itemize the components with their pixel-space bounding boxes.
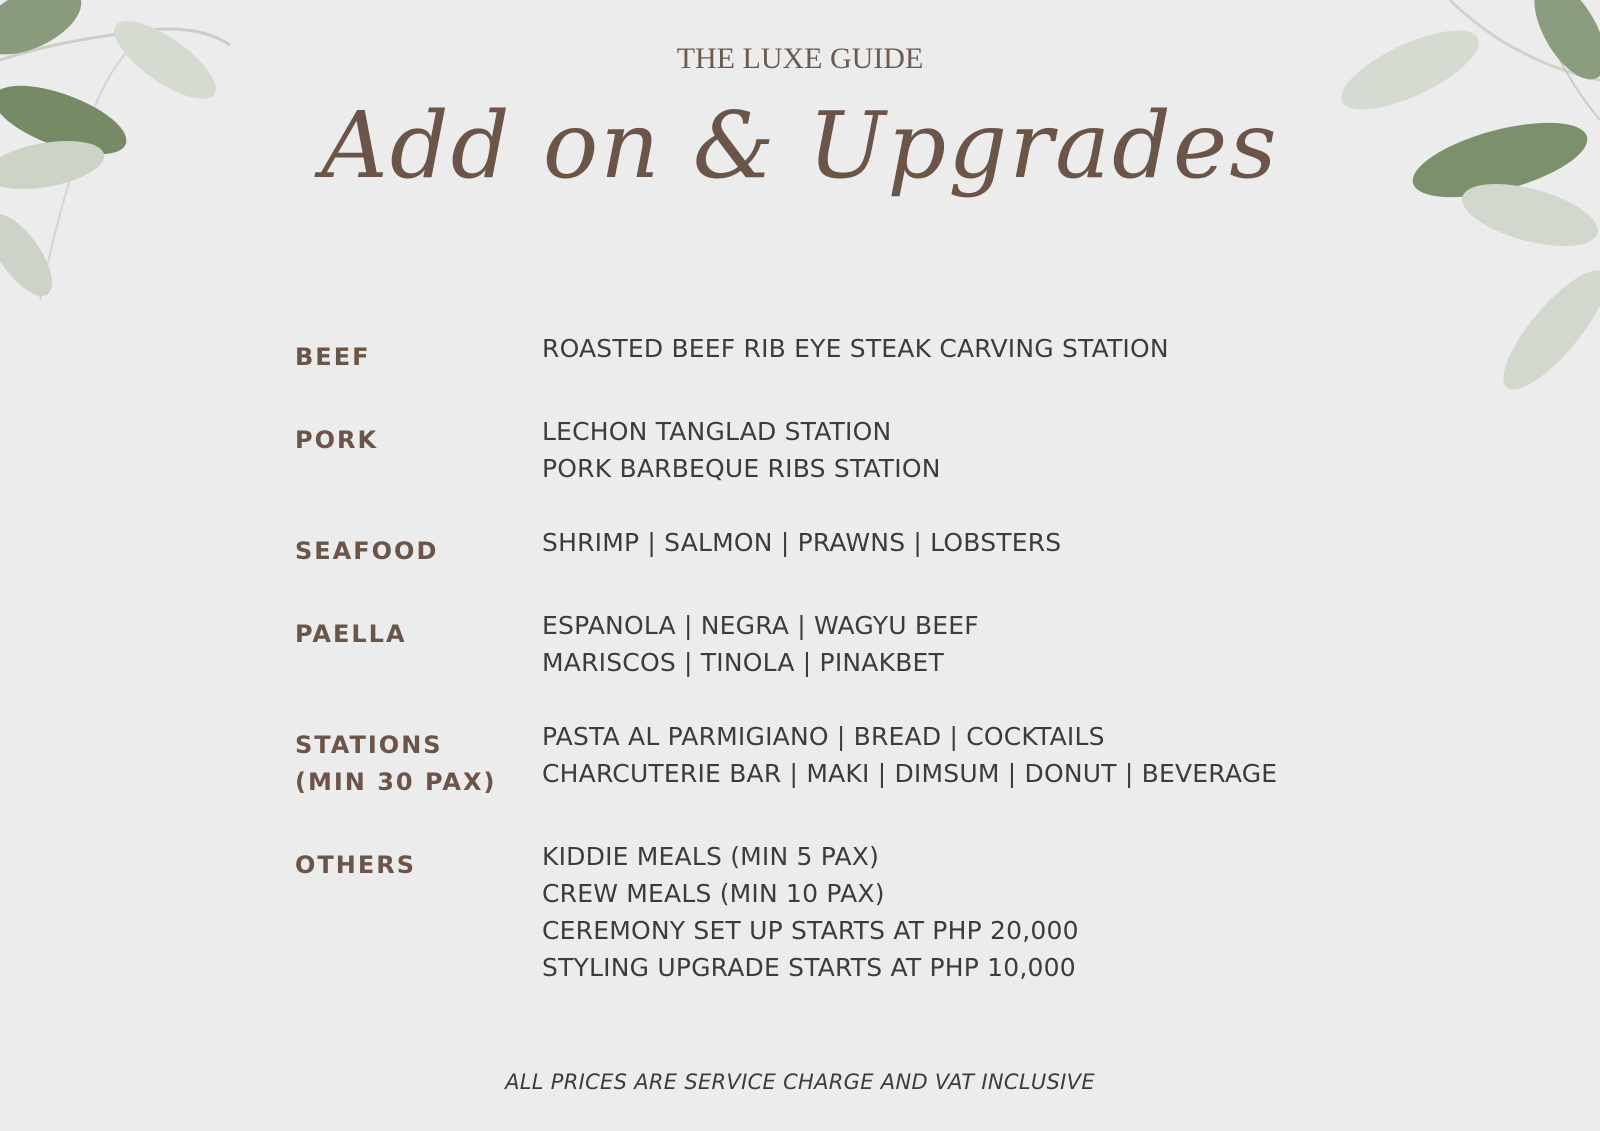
page-title: Add on & Upgrades	[321, 92, 1279, 199]
price-note: ALL PRICES ARE SERVICE CHARGE AND VAT INCLUSIVE	[505, 1070, 1095, 1094]
item-line: SHRIMP | SALMON | PRAWNS | LOBSTERS	[542, 528, 1062, 557]
brand-name: THE LUXE GUIDE	[676, 42, 924, 75]
menu-row-others	[295, 838, 1395, 986]
menu-row-seafood	[295, 524, 1395, 570]
item-line: CREW MEALS (MIN 10 PAX)	[542, 879, 885, 908]
item-line: PORK BARBEQUE RIBS STATION	[542, 454, 941, 483]
category-label-others: OTHERS	[295, 851, 417, 879]
category-label-stations	[295, 718, 542, 801]
category-label-line: (MIN 30 PAX)	[295, 768, 497, 796]
item-list-others	[542, 838, 1079, 986]
add-on-menu	[295, 330, 1395, 986]
item-list-stations	[542, 718, 1277, 792]
category-label-beef: BEEF	[295, 343, 371, 371]
item-list-beef	[542, 330, 1169, 367]
menu-row-stations	[295, 718, 1395, 801]
menu-row-pork	[295, 413, 1395, 487]
item-list-paella	[542, 607, 979, 681]
category-label-paella: PAELLA	[295, 620, 407, 648]
item-line: PASTA AL PARMIGIANO | BREAD | COCKTAILS	[542, 722, 1105, 751]
item-line: ROASTED BEEF RIB EYE STEAK CARVING STATION	[542, 334, 1169, 363]
item-line: ESPANOLA | NEGRA | WAGYU BEEF	[542, 611, 979, 640]
item-line: CHARCUTERIE BAR | MAKI | DIMSUM | DONUT | BEVERAGE	[542, 759, 1278, 788]
category-label-seafood: SEAFOOD	[295, 537, 439, 565]
item-list-seafood	[542, 524, 1061, 561]
item-line: MARISCOS | TINOLA | PINAKBET	[542, 648, 945, 677]
item-line: LECHON TANGLAD STATION	[542, 417, 892, 446]
item-line: CEREMONY SET UP STARTS AT PHP 20,000	[542, 916, 1079, 945]
item-line: STYLING UPGRADE STARTS AT PHP 10,000	[542, 953, 1076, 982]
menu-row-beef	[295, 330, 1395, 376]
menu-row-paella	[295, 607, 1395, 681]
item-list-pork	[542, 413, 941, 487]
category-label-line: STATIONS	[295, 731, 443, 759]
item-line: KIDDIE MEALS (MIN 5 PAX)	[542, 842, 880, 871]
category-label-pork: PORK	[295, 426, 379, 454]
